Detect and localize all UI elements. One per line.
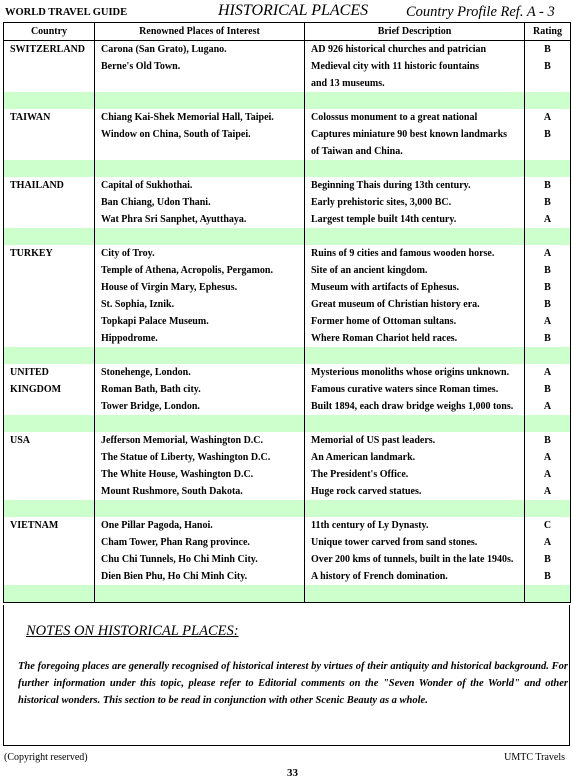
description-cell: Memorial of US past leaders.: [304, 432, 524, 449]
table-row: [3, 194, 571, 211]
guide-title: WORLD TRAVEL GUIDE: [5, 7, 128, 18]
description-cell: [304, 415, 524, 432]
rating-cell: B: [524, 41, 571, 58]
notes-title: NOTES ON HISTORICAL PLACES:: [26, 623, 239, 639]
description-cell: Early prehistoric sites, 3,000 BC.: [304, 194, 524, 211]
rating-cell: B: [524, 58, 571, 75]
description-cell: Colossus monument to a great national: [304, 109, 524, 126]
rating-cell: B: [524, 177, 571, 194]
separator-row: [3, 228, 571, 245]
country-cell: [3, 551, 94, 568]
place-cell: Window on China, South of Taipei.: [94, 126, 304, 143]
country-cell: KINGDOM: [3, 381, 94, 398]
table-row: [3, 466, 571, 483]
rating-cell: B: [524, 194, 571, 211]
table-row: [3, 398, 571, 415]
country-cell: [3, 449, 94, 466]
place-cell: Hippodrome.: [94, 330, 304, 347]
country-cell: UNITED: [3, 364, 94, 381]
col-places-header: Renowned Places of Interest: [94, 23, 304, 40]
country-cell: TURKEY: [3, 245, 94, 262]
description-cell: Huge rock carved statues.: [304, 483, 524, 500]
col-rating-header: Rating: [524, 23, 571, 40]
table-row: [3, 364, 571, 381]
description-cell: [304, 92, 524, 109]
country-cell: [3, 330, 94, 347]
place-cell: Chu Chi Tunnels, Ho Chi Minh City.: [94, 551, 304, 568]
country-cell: [3, 143, 94, 160]
country-cell: USA: [3, 432, 94, 449]
separator-row: [3, 500, 571, 517]
place-cell: House of Virgin Mary, Ephesus.: [94, 279, 304, 296]
place-cell: Wat Phra Sri Sanphet, Ayutthaya.: [94, 211, 304, 228]
places-table: [3, 22, 571, 603]
place-cell: Temple of Athena, Acropolis, Pergamon.: [94, 262, 304, 279]
place-cell: [94, 75, 304, 92]
table-row: [3, 177, 571, 194]
rating-cell: [524, 160, 571, 177]
country-cell: [3, 398, 94, 415]
country-cell: VIETNAM: [3, 517, 94, 534]
table-row: [3, 58, 571, 75]
place-cell: Dien Bien Phu, Ho Chi Minh City.: [94, 568, 304, 585]
col-description-header: Brief Description: [304, 23, 524, 40]
rating-cell: A: [524, 109, 571, 126]
description-cell: and 13 museums.: [304, 75, 524, 92]
table-row: [3, 245, 571, 262]
rating-cell: [524, 75, 571, 92]
place-cell: Ban Chiang, Udon Thani.: [94, 194, 304, 211]
rating-cell: B: [524, 279, 571, 296]
description-cell: Famous curative waters since Roman times.: [304, 381, 524, 398]
country-cell: [3, 160, 94, 177]
table-row: [3, 75, 571, 92]
rating-cell: A: [524, 449, 571, 466]
country-cell: [3, 211, 94, 228]
description-cell: Former home of Ottoman sultans.: [304, 313, 524, 330]
place-cell: [94, 160, 304, 177]
description-cell: Captures miniature 90 best known landmarks: [304, 126, 524, 143]
description-cell: Medieval city with 11 historic fountains: [304, 58, 524, 75]
place-cell: [94, 228, 304, 245]
table-row: [3, 296, 571, 313]
place-cell: The White House, Washington D.C.: [94, 466, 304, 483]
table-row: [3, 517, 571, 534]
page-title: HISTORICAL PLACES: [218, 2, 369, 19]
place-cell: St. Sophia, Iznik.: [94, 296, 304, 313]
notes-body: The foregoing places are generally recognised of historical interest by virtues of their antiquity and historical background. For further information under this topic, please refer to Editorial comments on the "Seven Wonder of the World" and other historical wonders. This section to be read in conjunction with other Scenic Beauty as a whole.: [18, 661, 568, 706]
place-cell: One Pillar Pagoda, Hanoi.: [94, 517, 304, 534]
rating-cell: [524, 143, 571, 160]
copyright-text: (Copyright reserved): [4, 752, 88, 763]
description-cell: Site of an ancient kingdom.: [304, 262, 524, 279]
country-cell: [3, 58, 94, 75]
rating-cell: B: [524, 262, 571, 279]
separator-row: [3, 160, 571, 177]
rating-cell: B: [524, 126, 571, 143]
country-cell: [3, 415, 94, 432]
rating-cell: B: [524, 568, 571, 585]
country-cell: [3, 483, 94, 500]
country-cell: [3, 228, 94, 245]
table-row: [3, 109, 571, 126]
description-cell: Beginning Thais during 13th century.: [304, 177, 524, 194]
country-cell: TAIWAN: [3, 109, 94, 126]
country-cell: [3, 75, 94, 92]
rating-cell: A: [524, 211, 571, 228]
table-row: [3, 41, 571, 58]
description-cell: Built 1894, each draw bridge weighs 1,000 tons.: [304, 398, 524, 415]
description-cell: of Taiwan and China.: [304, 143, 524, 160]
table-row: [3, 143, 571, 160]
rating-cell: [524, 347, 571, 364]
country-cell: [3, 466, 94, 483]
rating-cell: A: [524, 313, 571, 330]
table-row: [3, 126, 571, 143]
place-cell: [94, 92, 304, 109]
description-cell: Mysterious monoliths whose origins unknown.: [304, 364, 524, 381]
table-row: [3, 381, 571, 398]
description-cell: 11th century of Ly Dynasty.: [304, 517, 524, 534]
country-cell: [3, 568, 94, 585]
rating-cell: B: [524, 296, 571, 313]
description-cell: [304, 160, 524, 177]
place-cell: Carona (San Grato), Lugano.: [94, 41, 304, 58]
description-cell: An American landmark.: [304, 449, 524, 466]
place-cell: [94, 585, 304, 602]
publisher-name: UMTC Travels: [504, 752, 565, 763]
table-row: [3, 211, 571, 228]
place-cell: [94, 143, 304, 160]
country-cell: [3, 347, 94, 364]
rating-cell: A: [524, 245, 571, 262]
place-cell: Cham Tower, Phan Rang province.: [94, 534, 304, 551]
table-header-row: [3, 23, 571, 41]
description-cell: [304, 585, 524, 602]
description-cell: [304, 347, 524, 364]
country-cell: [3, 313, 94, 330]
rating-cell: B: [524, 330, 571, 347]
place-cell: [94, 500, 304, 517]
rating-cell: [524, 500, 571, 517]
description-cell: Ruins of 9 cities and famous wooden horse.: [304, 245, 524, 262]
place-cell: Berne's Old Town.: [94, 58, 304, 75]
table-row: [3, 279, 571, 296]
separator-row: [3, 347, 571, 364]
place-cell: Stonehenge, London.: [94, 364, 304, 381]
place-cell: Mount Rushmore, South Dakota.: [94, 483, 304, 500]
rating-cell: A: [524, 483, 571, 500]
country-cell: [3, 534, 94, 551]
table-row: [3, 449, 571, 466]
page-header: [0, 0, 573, 22]
description-cell: The President's Office.: [304, 466, 524, 483]
rating-cell: A: [524, 466, 571, 483]
rating-cell: C: [524, 517, 571, 534]
rating-cell: A: [524, 398, 571, 415]
country-cell: [3, 585, 94, 602]
notes-section: [3, 605, 570, 746]
country-cell: THAILAND: [3, 177, 94, 194]
description-cell: A history of French domination.: [304, 568, 524, 585]
rating-cell: [524, 228, 571, 245]
rating-cell: A: [524, 534, 571, 551]
place-cell: [94, 347, 304, 364]
description-cell: Over 200 kms of tunnels, built in the late 1940s.: [304, 551, 524, 568]
country-cell: SWITZERLAND: [3, 41, 94, 58]
place-cell: Tower Bridge, London.: [94, 398, 304, 415]
description-cell: Where Roman Chariot held races.: [304, 330, 524, 347]
country-cell: [3, 194, 94, 211]
rating-cell: B: [524, 551, 571, 568]
place-cell: The Statue of Liberty, Washington D.C.: [94, 449, 304, 466]
place-cell: Roman Bath, Bath city.: [94, 381, 304, 398]
table-row: [3, 262, 571, 279]
table-row: [3, 551, 571, 568]
place-cell: Jefferson Memorial, Washington D.C.: [94, 432, 304, 449]
country-cell: [3, 92, 94, 109]
rating-cell: [524, 92, 571, 109]
separator-row: [3, 585, 571, 602]
place-cell: Topkapi Palace Museum.: [94, 313, 304, 330]
country-cell: [3, 279, 94, 296]
page-number: 33: [287, 767, 298, 779]
rating-cell: [524, 585, 571, 602]
description-cell: Unique tower carved from sand stones.: [304, 534, 524, 551]
country-cell: [3, 262, 94, 279]
rating-cell: B: [524, 381, 571, 398]
place-cell: Capital of Sukhothai.: [94, 177, 304, 194]
description-cell: [304, 228, 524, 245]
table-row: [3, 432, 571, 449]
profile-ref: Country Profile Ref. A - 3: [406, 4, 555, 20]
description-cell: Great museum of Christian history era.: [304, 296, 524, 313]
description-cell: [304, 500, 524, 517]
description-cell: Largest temple built 14th century.: [304, 211, 524, 228]
table-row: [3, 313, 571, 330]
place-cell: Chiang Kai-Shek Memorial Hall, Taipei.: [94, 109, 304, 126]
place-cell: City of Troy.: [94, 245, 304, 262]
col-country-header: Country: [3, 23, 94, 40]
country-cell: [3, 500, 94, 517]
place-cell: [94, 415, 304, 432]
country-cell: [3, 296, 94, 313]
description-cell: AD 926 historical churches and patrician: [304, 41, 524, 58]
country-cell: [3, 126, 94, 143]
table-row: [3, 483, 571, 500]
description-cell: Museum with artifacts of Ephesus.: [304, 279, 524, 296]
rating-cell: A: [524, 364, 571, 381]
table-row: [3, 330, 571, 347]
table-row: [3, 568, 571, 585]
rating-cell: [524, 415, 571, 432]
rating-cell: B: [524, 432, 571, 449]
separator-row: [3, 415, 571, 432]
table-row: [3, 534, 571, 551]
separator-row: [3, 92, 571, 109]
